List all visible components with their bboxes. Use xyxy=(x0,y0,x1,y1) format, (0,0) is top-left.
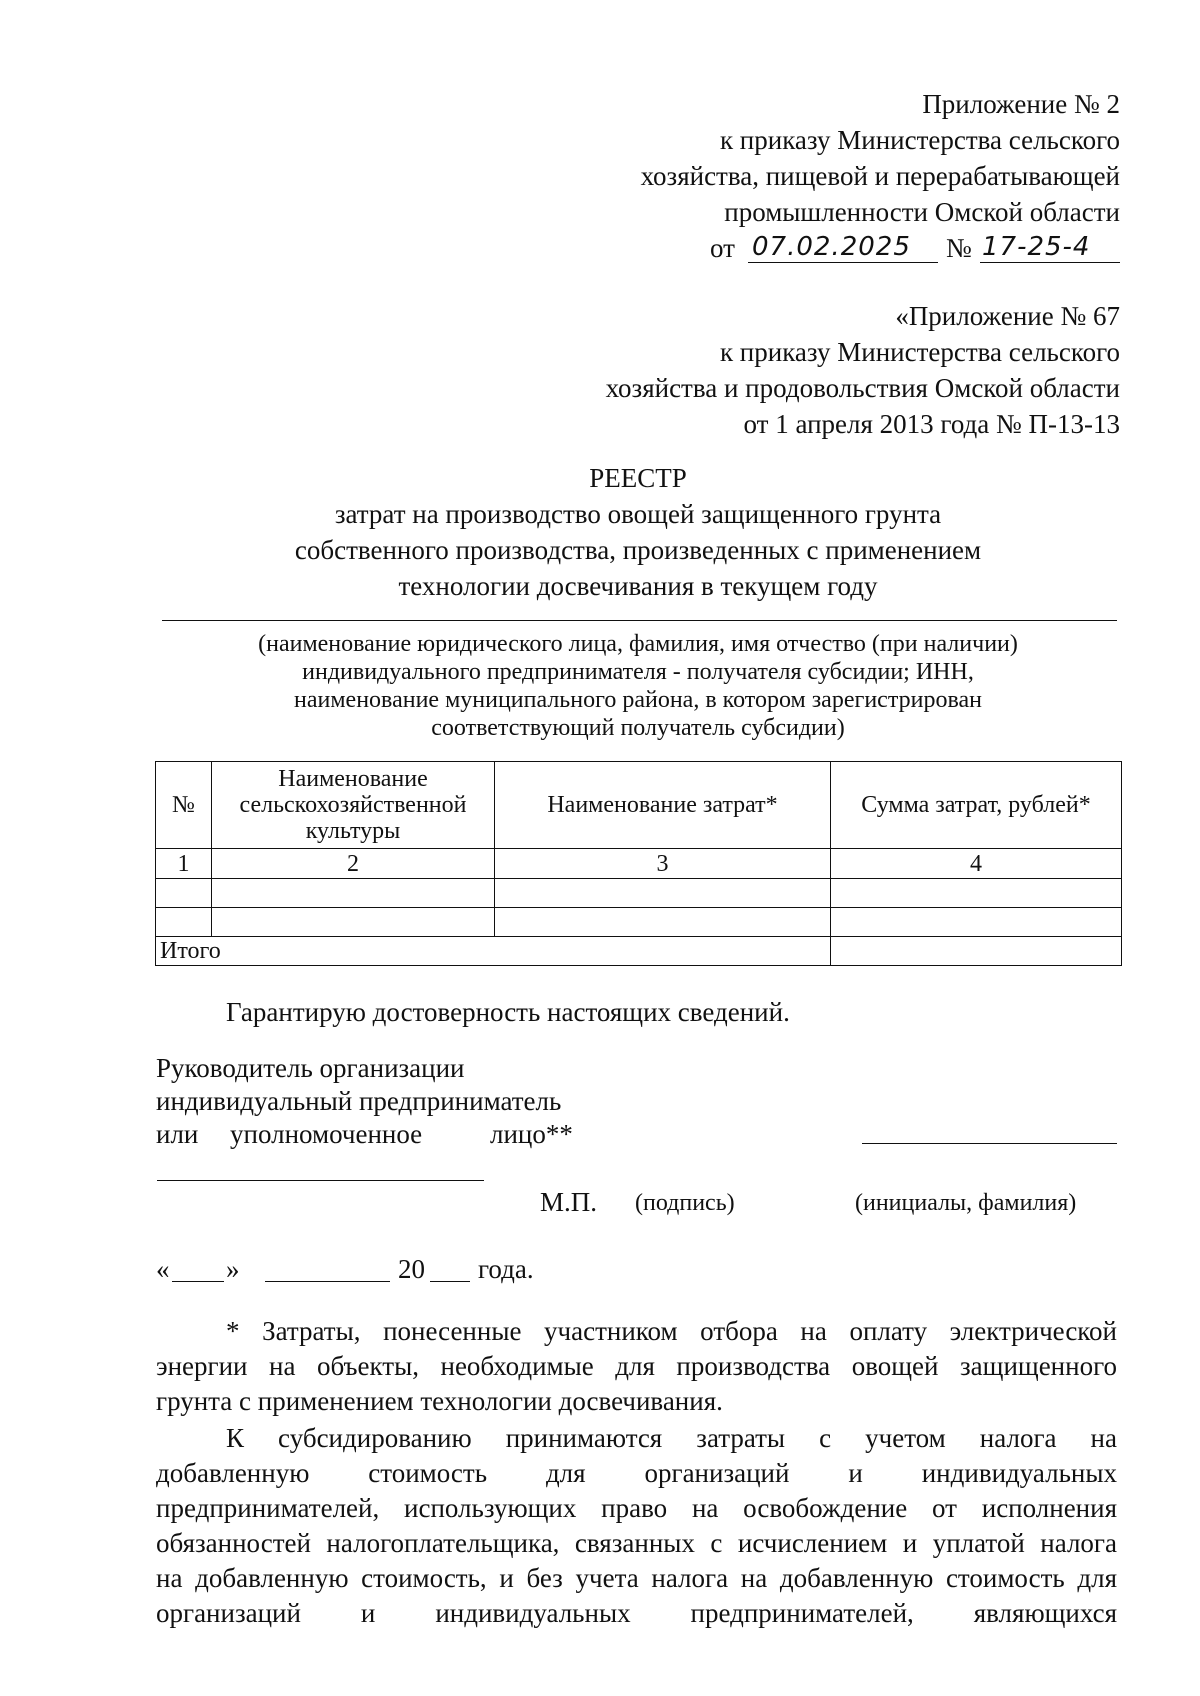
register-title: РЕЕСТР xyxy=(589,463,687,493)
order-number-handwritten: 17-25-4 xyxy=(982,232,1091,262)
signer-line-1: Руководитель организации xyxy=(156,1053,465,1083)
date-open-quote: « xyxy=(156,1254,170,1284)
header-culture: Наименование сельскохозяйственной культуры xyxy=(212,762,495,849)
col-index-4: 4 xyxy=(831,849,1122,879)
table-numbering-row xyxy=(156,849,1122,879)
table-cell xyxy=(156,879,212,908)
order-date-prefix: от xyxy=(710,233,735,263)
register-subtitle-line-3: технологии досвечивания в текущем году xyxy=(398,571,878,601)
table-cell xyxy=(212,879,495,908)
signer-line-3c: лицо** xyxy=(490,1119,573,1149)
register-subtitle-line-2: собственного производства, произведенных с применением xyxy=(294,535,982,565)
appendix-new-line-1: Приложение № 2 xyxy=(922,89,1120,119)
name-signature-line xyxy=(862,1143,1117,1144)
table-cell xyxy=(212,908,495,937)
signature-line xyxy=(157,1180,484,1181)
footnote-2-line-4: обязанностей налогоплательщика, связанных с исчислением и уплатой налога xyxy=(156,1528,1117,1558)
signer-line-3b: уполномоченное xyxy=(230,1119,423,1149)
table-cell xyxy=(495,879,831,908)
recipient-name-field xyxy=(162,620,1117,621)
header-cost-name: Наименование затрат* xyxy=(495,762,831,849)
appendix-old-line-4: от 1 апреля 2013 года № П-13-13 xyxy=(743,409,1120,439)
header-cost-sum: Сумма затрат, рублей* xyxy=(831,762,1122,849)
table-row xyxy=(156,879,1122,908)
footnote-1-line-2: энергии на объекты, необходимые для производства овощей защищенного xyxy=(156,1351,1117,1381)
order-number-underline xyxy=(980,262,1120,263)
footnote-2-line-2: добавленную стоимость для организаций и индивидуальных xyxy=(156,1458,1117,1488)
order-date-underline xyxy=(748,262,938,263)
col-index-2: 2 xyxy=(212,849,495,879)
year-field xyxy=(430,1281,470,1282)
signer-line-2: индивидуальный предприниматель xyxy=(156,1086,562,1116)
appendix-old-line-2: к приказу Министерства сельского xyxy=(719,337,1120,367)
guarantee-statement: Гарантирую достоверность настоящих сведений. xyxy=(226,997,790,1027)
table-row xyxy=(156,908,1122,937)
appendix-old-line-1: «Приложение № 67 xyxy=(895,301,1120,331)
total-label: Итого xyxy=(156,937,831,966)
footnote-2-line-6: организаций и индивидуальных предпринимателей, являющихся xyxy=(156,1598,1117,1628)
register-subtitle-line-1: затрат на производство овощей защищенного грунта xyxy=(334,499,942,529)
table-cell xyxy=(831,908,1122,937)
appendix-new-line-3: хозяйства, пищевой и перерабатывающей xyxy=(640,161,1120,191)
recipient-caption-line-4: соответствующий получатель субсидии) xyxy=(431,715,845,741)
recipient-caption-line-3: наименование муниципального района, в котором зарегистрирован xyxy=(294,687,982,713)
order-number-prefix: № xyxy=(946,233,972,263)
order-date-handwritten: 07.02.2025 xyxy=(752,232,911,262)
total-value xyxy=(831,937,1122,966)
appendix-new-line-2: к приказу Министерства сельского xyxy=(719,125,1120,155)
appendix-new-line-4: промышленности Омской области xyxy=(724,197,1120,227)
table-cell xyxy=(156,908,212,937)
date-close-quote: » xyxy=(226,1254,240,1284)
stamp-place-label: М.П. xyxy=(540,1187,598,1217)
footnote-2-line-1: К субсидированию принимаются затраты с учетом налога на xyxy=(226,1423,1117,1453)
year-prefix: 20 xyxy=(398,1254,425,1284)
signer-line-3a: или xyxy=(156,1119,199,1149)
col-index-1: 1 xyxy=(156,849,212,879)
footnote-2-line-5: на добавленную стоимость, и без учета налога на добавленную стоимость для xyxy=(156,1563,1117,1593)
table-header-row xyxy=(156,762,1122,849)
month-field xyxy=(265,1281,390,1282)
table-total-row xyxy=(156,937,1122,966)
col-index-3: 3 xyxy=(495,849,831,879)
day-field xyxy=(172,1281,224,1282)
recipient-caption-line-2: индивидуального предпринимателя - получателя субсидии; ИНН, xyxy=(302,659,974,685)
signature-caption: (подпись) xyxy=(635,1190,735,1216)
table-cell xyxy=(831,879,1122,908)
table-cell xyxy=(495,908,831,937)
recipient-caption-line-1: (наименование юридического лица, фамилия, имя отчество (при наличии) xyxy=(258,631,1018,657)
footnote-1-line-1: * Затраты, понесенные участником отбора на оплату электрической xyxy=(226,1316,1117,1346)
footnote-2-line-3: предпринимателей, использующих право на освобождение от исполнения xyxy=(156,1493,1117,1523)
register-table xyxy=(155,761,1122,966)
header-number: № xyxy=(156,762,212,849)
year-suffix: года. xyxy=(478,1254,534,1284)
name-caption: (инициалы, фамилия) xyxy=(855,1190,1077,1216)
footnote-1-line-3: грунта с применением технологии досвечивания. xyxy=(156,1386,723,1416)
appendix-old-line-3: хозяйства и продовольствия Омской области xyxy=(605,373,1120,403)
